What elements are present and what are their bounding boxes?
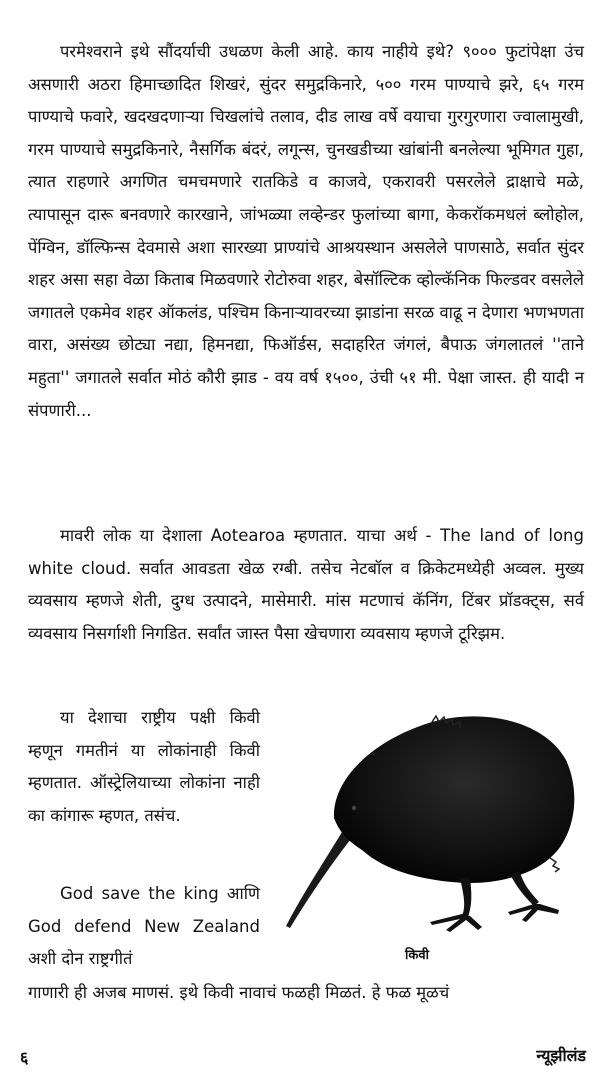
paragraph-continuation: गाणारी ही अजब माणसं. इथे किवी नावाचं फळही मिळतं. हे फळ मूळचं — [28, 983, 450, 1002]
page-number: ६ — [20, 1048, 29, 1067]
paragraph-national-bird: या देशाचा राष्ट्रीय पक्षी किवी म्हणून गमतीनं या लोकांनाही किवी म्हणतात. ऑस्ट्रेलियाच्या लोकांना नाही का कांगारू म्हणत, तसंच. — [28, 708, 260, 825]
figure-caption: किवी — [405, 948, 429, 963]
paragraph-maori-aotearoa: मावरी लोक या देशाला Aotearoa म्हणतात. याचा अर्थ - The land of long white cloud. सर्वात आवडता खेळ रग्बी. तसेच नेटबॉल व क्रिकेटमध्येही अव्वल. मुख्य व्यवसाय म्हणजे शेती, दुग्ध उत्पादने, मासेमारी. मांस मटणाचं कॅनिंग, टिंबर प्रॉडक्ट्स, सर्व व्यवसाय निसर्गाशी निगडित. सर्वांत जास्त पैसा खेचणारा व्यवसाय म्हणजे टूरिझम. — [28, 526, 584, 643]
paragraph-beauty-list: परमेश्वराने इथे सौंदर्याची उधळण केली आहे. काय नाहीये इथे? ९००० फुटांपेक्षा उंच असणारी अठरा हिमाच्छादित शिखरं, सुंदर समुद्रकिनारे, ५०० गरम पाण्याचे झरे, ६५ गरम पाण्याचे फवारे, खदखदणाऱ्या चिखलांचे तलाव, दीड लाख वर्षे वयाचा गुरगुरणारा ज्वालामुखी, गरम पाण्याचे समुद्रकिनारे, नैसर्गिक बंदरं, लगून्स, चुनखडीच्या खांबांनी बनलेल्या भूमिगत गुहा, त्यात राहणारे अगणित चमचमणारे रातकिडे व काजवे, एकरावरी पसरलेले द्राक्षाचे मळे, त्यापासून दारू बनवणारे कारखाने, जांभळ्या लव्हेन्डर फुलांच्या बागा, केकरॉकमधलं ब्लोहोल, पेंग्विन, डॉल्फिन्स देवमासे अशा सारख्या प्राण्यांचे आश्रयस्थान असलेले पाणसाठे, सर्वात सुंदर शहर असा सहा वेळा किताब मिळवणारे रोटोरुवा शहर, बेसॉल्टिक व्होल्कॅनिक फिल्डवर वसलेले जगातले एकमेव शहर ऑकलंड, पश्चिम किनाऱ्यावरच्या झाडांना सरळ वाढू न देणारा भणभणता वारा, असंख्य छोट्या नद्या, हिमनद्या, फिऑर्डस, सदाहरित जंगलं, बैपाऊ जंगलातलं ''ताने महुता'' जगातले सर्वात मोठं कौरी झाड - वय वर्ष १५००, उंची ५१ मी. पेक्षा जास्त. ही यादी न संपणारी... — [28, 42, 584, 420]
paragraph-national-anthems: God save the king आणि God defend New Zealand अशी दोन राष्ट्रगीतं — [28, 884, 260, 969]
running-title: न्यूझीलंड — [536, 1046, 586, 1065]
kiwi-bird-image — [282, 700, 582, 936]
